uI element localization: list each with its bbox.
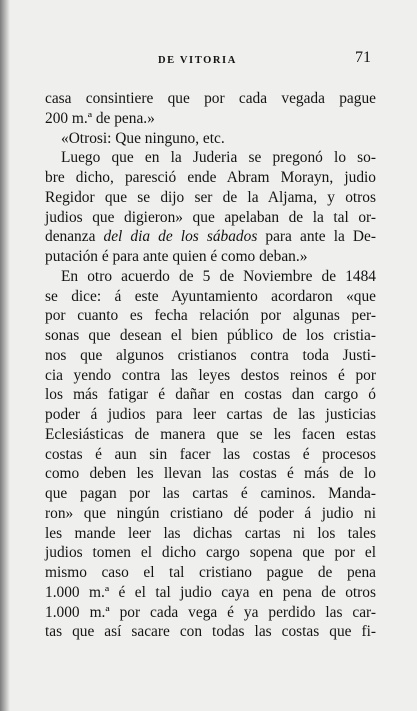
text-line: 1.000 m.ª é el tal judio caya en pena de otros [45,583,376,601]
page-header [40,49,375,71]
text-line: Luego que en la Juderia se pregonó lo so- [61,149,376,167]
text-line: como deben les llevan las costas é más de lo [45,465,376,483]
text-line: putación é para ante quien é como deban.» [45,248,308,265]
text-run: para ante la De- [257,228,376,246]
text-line: tas que así sacare con todas las costas que fi- [45,623,376,641]
text-line: Regidor que se dijo ser de la Aljama, y otros [45,188,376,206]
text-line: que pagan por las cartas é caminos. Manda- [45,485,376,502]
italic-phrase: del dia de los sábados [103,228,258,246]
text-line: En otro acuerdo de 5 de Noviembre de 1484 [61,267,376,285]
text-line: poder á judios para leer cartas de las justicias [45,406,376,423]
text-line: nos que algunos cristianos contra toda Justi- [45,346,376,364]
text-line: judios tomen el dicho cargo sopena que por el [45,544,376,562]
page-number: 71 [355,49,371,66]
text-line: Eclesiásticas de manera que se les facen estas [45,425,376,443]
text-line: «Otrosi: Que ninguno, etc. [61,129,225,147]
page-edge-shadow [0,0,10,711]
text-line: por cuanto es fecha relación por algunas per- [45,307,376,325]
text-line: ron» que ningún cristiano dé poder á judio ni [45,504,376,522]
text-line: sonas que desean el bien público de los cristia- [45,327,376,344]
running-head: DE VITORIA [158,55,237,66]
text-line: casa consintiere que por cada vegada pague [45,90,376,107]
text-line: los más fatigar é dañar en costas dan cargo ó [45,386,376,404]
text-line: 1.000 m.ª por cada vega é ya perdido las car- [45,603,376,621]
text-line: bre dicho, paresció ende Abram Morayn, judio [45,169,376,186]
text-line [45,227,376,247]
text-run: denanza [45,228,104,246]
text-line: cia yendo contra las leyes destos reinos é por [45,366,376,384]
text-line: se dice: á este Ayuntamiento acordaron «que [45,287,376,305]
text-line: costas é aun sin facer las costas é procesos [45,445,376,463]
text-line: mismo caso el tal cristiano pague de pena [45,564,376,581]
body-text [45,89,376,642]
text-line: les mande leer las dichas cartas ni los tales [45,524,376,542]
text-line: 200 m.ª de pena.» [45,109,155,127]
text-line: judios que digieron» que apelaban de la tal or- [45,208,376,226]
